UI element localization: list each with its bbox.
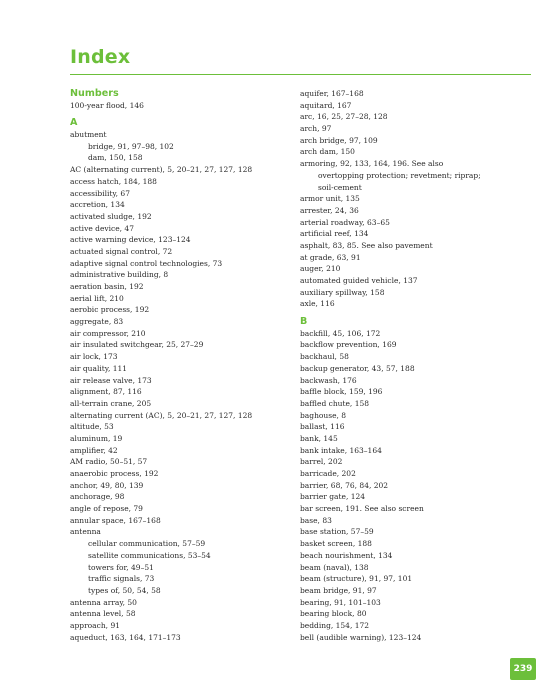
index-entry: air lock, 173 (70, 352, 118, 362)
index-entry: arch, 97 (300, 124, 332, 134)
index-entry: access hatch, 184, 188 (70, 176, 157, 186)
page-number-badge: 239 (510, 658, 536, 680)
index-entry: aquitard, 167 (300, 100, 352, 110)
index-entry: arc, 16, 25, 27–28, 128 (300, 112, 388, 122)
index-entry: basket screen, 188 (300, 539, 372, 549)
index-entry: air insulated switchgear, 25, 27–29 (70, 340, 204, 350)
index-entry: annular space, 167–168 (70, 515, 161, 525)
page-title: Index (70, 46, 131, 68)
index-entry: baffle block, 159, 196 (300, 387, 383, 397)
index-entry: antenna level, 58 (70, 609, 136, 619)
index-entry: at grade, 63, 91 (300, 252, 361, 262)
section-heading: Numbers (70, 88, 119, 99)
index-entry: auxiliary spillway, 158 (300, 287, 385, 297)
index-entry: arch bridge, 97, 109 (300, 135, 378, 145)
index-entry: accessibility, 67 (70, 188, 130, 198)
index-entry: beam (structure), 91, 97, 101 (300, 574, 413, 584)
index-subentry: dam, 150, 158 (88, 153, 143, 163)
index-subentry: bridge, 91, 97–98, 102 (88, 141, 174, 151)
index-entry: bearing, 91, 101–103 (300, 597, 381, 607)
index-entry: angle of repose, 79 (70, 504, 143, 514)
index-entry: altitude, 53 (70, 422, 114, 432)
index-subentry: traffic signals, 73 (88, 574, 155, 584)
index-subentry: types of, 50, 54, 58 (88, 585, 161, 595)
index-entry: 100-year flood, 146 (70, 100, 144, 110)
index-entry: bearing block, 80 (300, 609, 367, 619)
index-subentry: cellular communication, 57–59 (88, 539, 206, 549)
index-entry: arterial roadway, 63–65 (300, 217, 390, 227)
index-entry: anaerobic process, 192 (70, 469, 159, 478)
index-entry: aeration basin, 192 (70, 282, 144, 291)
title-rule (70, 74, 531, 75)
index-entry: bar screen, 191. See also screen (300, 504, 424, 514)
index-entry: air compressor, 210 (70, 328, 146, 338)
index-entry: ballast, 116 (300, 422, 345, 432)
index-entry: aerobic process, 192 (70, 305, 150, 315)
index-entry: antenna array, 50 (70, 597, 137, 607)
index-entry: bell (audible warning), 123–124 (300, 632, 422, 642)
index-entry: armor unit, 135 (300, 194, 360, 204)
index-entry: active warning device, 123–124 (70, 235, 191, 245)
index-entry: beam (naval), 138 (300, 562, 369, 572)
index-entry: auger, 210 (300, 264, 341, 274)
index-entry: actuated signal control, 72 (70, 246, 173, 256)
index-entry: backflow prevention, 169 (300, 340, 397, 350)
index-entry: aerial lift, 210 (70, 293, 124, 303)
section-heading: A (70, 117, 78, 129)
index-column-left (70, 88, 290, 643)
index-entry: beam bridge, 91, 97 (300, 585, 377, 595)
index-entry: alternating current (AC), 5, 20–21, 27, 127, 128 (70, 410, 253, 420)
index-subentry: soil-cement (318, 182, 362, 192)
index-entry: axle, 116 (300, 299, 335, 309)
index-entry: air release valve, 173 (70, 375, 152, 385)
index-entry: asphalt, 83, 85. See also pavement (300, 240, 433, 250)
index-entry: alignment, 87, 116 (70, 387, 142, 397)
index-entry: artificial reef, 134 (300, 229, 369, 239)
index-entry: barrel, 202 (300, 457, 343, 467)
index-entry: anchorage, 98 (70, 492, 125, 502)
index-entry: aggregate, 83 (70, 317, 124, 327)
index-entry: anchor, 49, 80, 139 (70, 480, 144, 490)
index-entry: aquifer, 167–168 (300, 89, 364, 98)
index-entry: administrative building, 8 (70, 270, 169, 280)
index-entry: antenna (70, 527, 101, 537)
index-entry: backhaul, 58 (300, 352, 349, 362)
index-entry: baffled chute, 158 (300, 398, 370, 408)
index-entry: backup generator, 43, 57, 188 (300, 363, 415, 373)
index-entry: all-terrain crane, 205 (70, 398, 152, 408)
index-entry: barricade, 202 (300, 469, 356, 478)
index-column-right (300, 88, 520, 643)
index-entry: AM radio, 50–51, 57 (70, 457, 148, 467)
index-entry: aqueduct, 163, 164, 171–173 (70, 632, 181, 642)
index-entry: beach nourishment, 134 (300, 550, 393, 560)
index-entry: amplifier, 42 (70, 445, 118, 455)
index-entry: abutment (70, 130, 107, 140)
index-entry: backwash, 176 (300, 375, 357, 385)
index-entry: baghouse, 8 (300, 410, 347, 420)
index-entry: bank, 145 (300, 433, 338, 443)
index-subentry: satellite communications, 53–54 (88, 550, 211, 560)
index-entry: AC (alternating current), 5, 20–21, 27, 127, 128 (70, 165, 253, 175)
index-entry: arch dam, 150 (300, 147, 355, 157)
index-entry: barrier gate, 124 (300, 492, 366, 502)
index-entry: base station, 57–59 (300, 527, 374, 537)
index-entry: arrester, 24, 36 (300, 205, 359, 215)
index-entry: approach, 91 (70, 620, 120, 630)
index-entry: bank intake, 163–164 (300, 445, 382, 455)
index-entry: bedding, 154, 172 (300, 620, 370, 630)
index-entry: air quality, 111 (70, 363, 128, 373)
index-entry: activated sludge, 192 (70, 211, 152, 221)
index-entry: automated guided vehicle, 137 (300, 276, 418, 285)
index-subentry: overtopping protection; revetment; riprap; (318, 170, 481, 180)
index-entry: backfill, 45, 106, 172 (300, 328, 381, 338)
index-entry: base, 83 (300, 515, 332, 525)
index-entry: armoring, 92, 133, 164, 196. See also (300, 159, 444, 169)
index-entry: accretion, 134 (70, 200, 125, 210)
index-entry: active device, 47 (70, 223, 134, 233)
index-subentry: towers for, 49–51 (88, 562, 154, 572)
index-entry: barrier, 68, 76, 84, 202 (300, 480, 389, 490)
index-entry: aluminum, 19 (70, 433, 123, 443)
section-heading: B (300, 316, 308, 328)
index-entry: adaptive signal control technologies, 73 (70, 258, 223, 268)
